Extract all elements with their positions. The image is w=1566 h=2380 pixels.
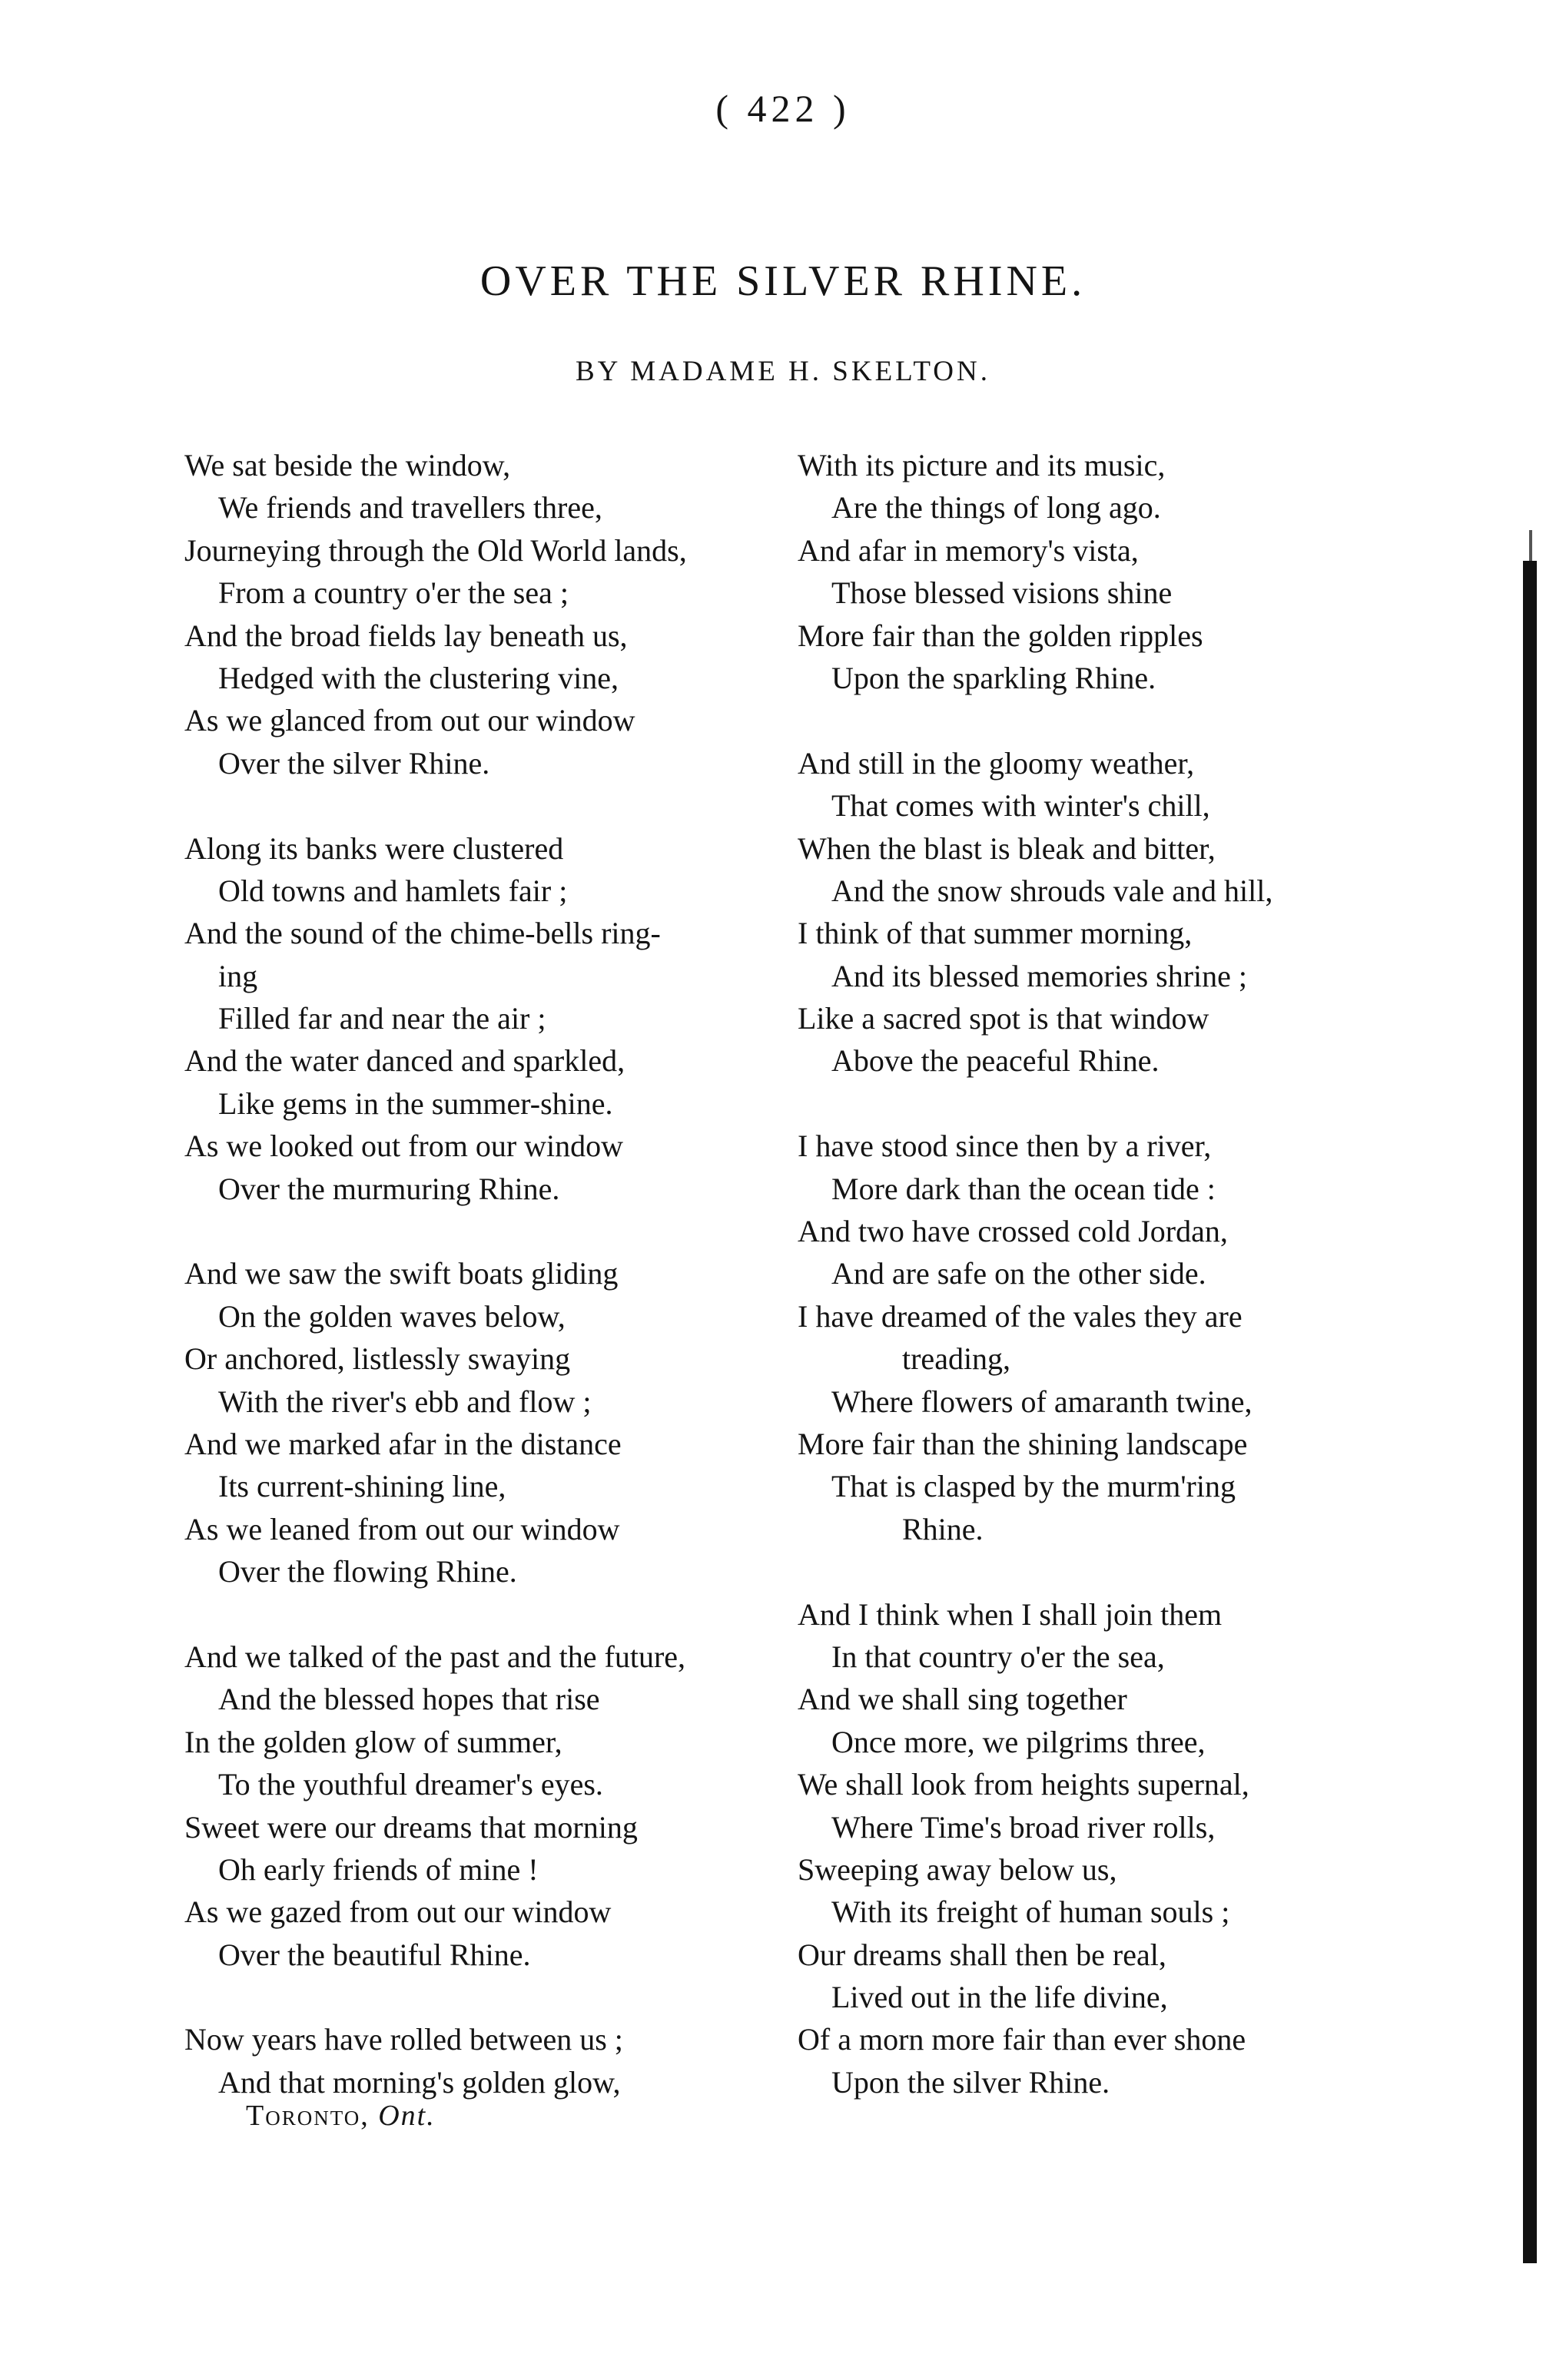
signature [246, 2099, 436, 2133]
poem-line: Oh early friends of mine ! [218, 1851, 539, 1887]
poem-line: And two have crossed cold Jordan, [798, 1214, 1228, 1249]
poem-line: As we looked out from our window [184, 1129, 624, 1164]
poem-line: ing [218, 958, 258, 993]
poem-line: Upon the sparkling Rhine. [831, 660, 1156, 695]
stanza-break [798, 699, 1412, 741]
poem-line: Sweet were our dreams that morning [184, 1809, 638, 1845]
poem-line: Upon the silver Rhine. [831, 2064, 1110, 2100]
poem-line: In that country o'er the sea, [831, 1639, 1165, 1674]
poem-line: As we gazed from out our window [184, 1894, 612, 1930]
poem-author: BY MADAME H. SKELTON. [575, 356, 991, 387]
poem-line: Where flowers of amaranth twine, [831, 1384, 1252, 1419]
stanza-break [798, 1082, 1412, 1125]
poem-line: Over the flowing Rhine. [218, 1554, 517, 1589]
scan-edge-mark [1529, 530, 1532, 561]
poem-line: And the sound of the chime-bells ring- [184, 916, 661, 951]
poem-line: Above the peaceful Rhine. [831, 1043, 1160, 1079]
poem-line: And the broad fields lay beneath us, [184, 618, 628, 653]
scan-edge-bar [1523, 561, 1537, 2263]
poem-title: OVER THE SILVER RHINE. [479, 257, 1087, 305]
poem-line: From a country o'er the sea ; [218, 575, 569, 611]
poem-line: As we leaned from out our window [184, 1511, 620, 1546]
poem-line: Filled far and near the air ; [218, 1001, 546, 1036]
poem-line: Like gems in the summer-shine. [218, 1086, 613, 1121]
poem-line: Like a sacred spot is that window [798, 1001, 1209, 1036]
poem-line: And I think when I shall join them [798, 1596, 1223, 1632]
right-column [798, 444, 1412, 2103]
poem-line: Sweeping away below us, [798, 1851, 1117, 1887]
stanza-break [184, 1593, 799, 1636]
poem-line: I have dreamed of the vales they are [798, 1298, 1243, 1334]
poem-line: And that morning's golden glow, [218, 2064, 621, 2100]
stanza-break [184, 784, 799, 827]
poem-line: And we marked afar in the distance [184, 1426, 622, 1461]
stanza-break [184, 1210, 799, 1252]
poem-line: Of a morn more fair than ever shone [798, 2022, 1246, 2057]
poem-line: More fair than the golden ripples [798, 618, 1203, 653]
poem-line: Hedged with the clustering vine, [218, 660, 619, 695]
poem-line: And we saw the swift boats gliding [184, 1256, 619, 1291]
poem-line: Old towns and hamlets fair ; [218, 873, 568, 908]
poem-line: And its blessed memories shrine ; [831, 958, 1248, 993]
poem-line: Our dreams shall then be real, [798, 1937, 1166, 1972]
poem-line: treading, [902, 1341, 1011, 1377]
poem-line: Are the things of long ago. [831, 490, 1161, 525]
left-column [184, 444, 799, 2103]
poem-line: When the blast is bleak and bitter, [798, 830, 1216, 866]
poem-line: And afar in memory's vista, [798, 532, 1139, 568]
poem-line: Along its banks were clustered [184, 830, 564, 866]
poem-line: In the golden glow of summer, [184, 1724, 562, 1759]
poem-line: That is clasped by the murm'ring [831, 1469, 1236, 1504]
poem-line: And the snow shrouds vale and hill, [831, 873, 1273, 908]
poem-line: And we talked of the past and the future, [184, 1639, 686, 1674]
poem-line: With its freight of human souls ; [831, 1894, 1230, 1930]
poem-line: As we glanced from out our window [184, 703, 635, 738]
page-number: ( 422 ) [715, 87, 851, 130]
poem-line: Its current-shining line, [218, 1469, 506, 1504]
poem-line: And we shall sing together [798, 1682, 1127, 1717]
poem-line: Over the murmuring Rhine. [218, 1171, 560, 1206]
poem-line: With the river's ebb and flow ; [218, 1384, 592, 1419]
poem-line: Over the beautiful Rhine. [218, 1937, 531, 1972]
poem-line: We shall look from heights supernal, [798, 1767, 1249, 1802]
poem-line: Now years have rolled between us ; [184, 2022, 623, 2057]
poem-line: Rhine. [902, 1511, 984, 1546]
poem-line: That comes with winter's chill, [831, 788, 1210, 824]
poem-line: With its picture and its music, [798, 448, 1166, 482]
poem-line: We friends and travellers three, [218, 490, 602, 525]
poem-line: I have stood since then by a river, [798, 1129, 1212, 1164]
poem-line: And still in the gloomy weather, [798, 745, 1195, 781]
signature-province: Ont. [378, 2100, 436, 2132]
poem-line: Where Time's broad river rolls, [831, 1809, 1216, 1845]
poem-line: On the golden waves below, [218, 1298, 566, 1334]
poem-line: Or anchored, listlessly swaying [184, 1341, 571, 1377]
poem-line: Over the silver Rhine. [218, 745, 490, 781]
poem-line: Lived out in the life divine, [831, 1980, 1168, 2015]
signature-city: Toronto, [246, 2100, 370, 2132]
poem-line: Journeying through the Old World lands, [184, 532, 687, 568]
poem-line: We sat beside the window, [184, 448, 511, 482]
poem-line: Once more, we pilgrims three, [831, 1724, 1206, 1759]
poem-line: And the water danced and sparkled, [184, 1043, 625, 1079]
stanza-break [798, 1550, 1412, 1593]
poem-line: More fair than the shining landscape [798, 1426, 1248, 1461]
poem-line: And the blessed hopes that rise [218, 1682, 600, 1717]
poem-line: More dark than the ocean tide : [831, 1171, 1216, 1206]
stanza-break [184, 1976, 799, 2018]
poem-line: And are safe on the other side. [831, 1256, 1206, 1291]
poem-line: Those blessed visions shine [831, 575, 1173, 611]
poem-line: I think of that summer morning, [798, 916, 1193, 951]
poem-line: To the youthful dreamer's eyes. [218, 1767, 603, 1802]
